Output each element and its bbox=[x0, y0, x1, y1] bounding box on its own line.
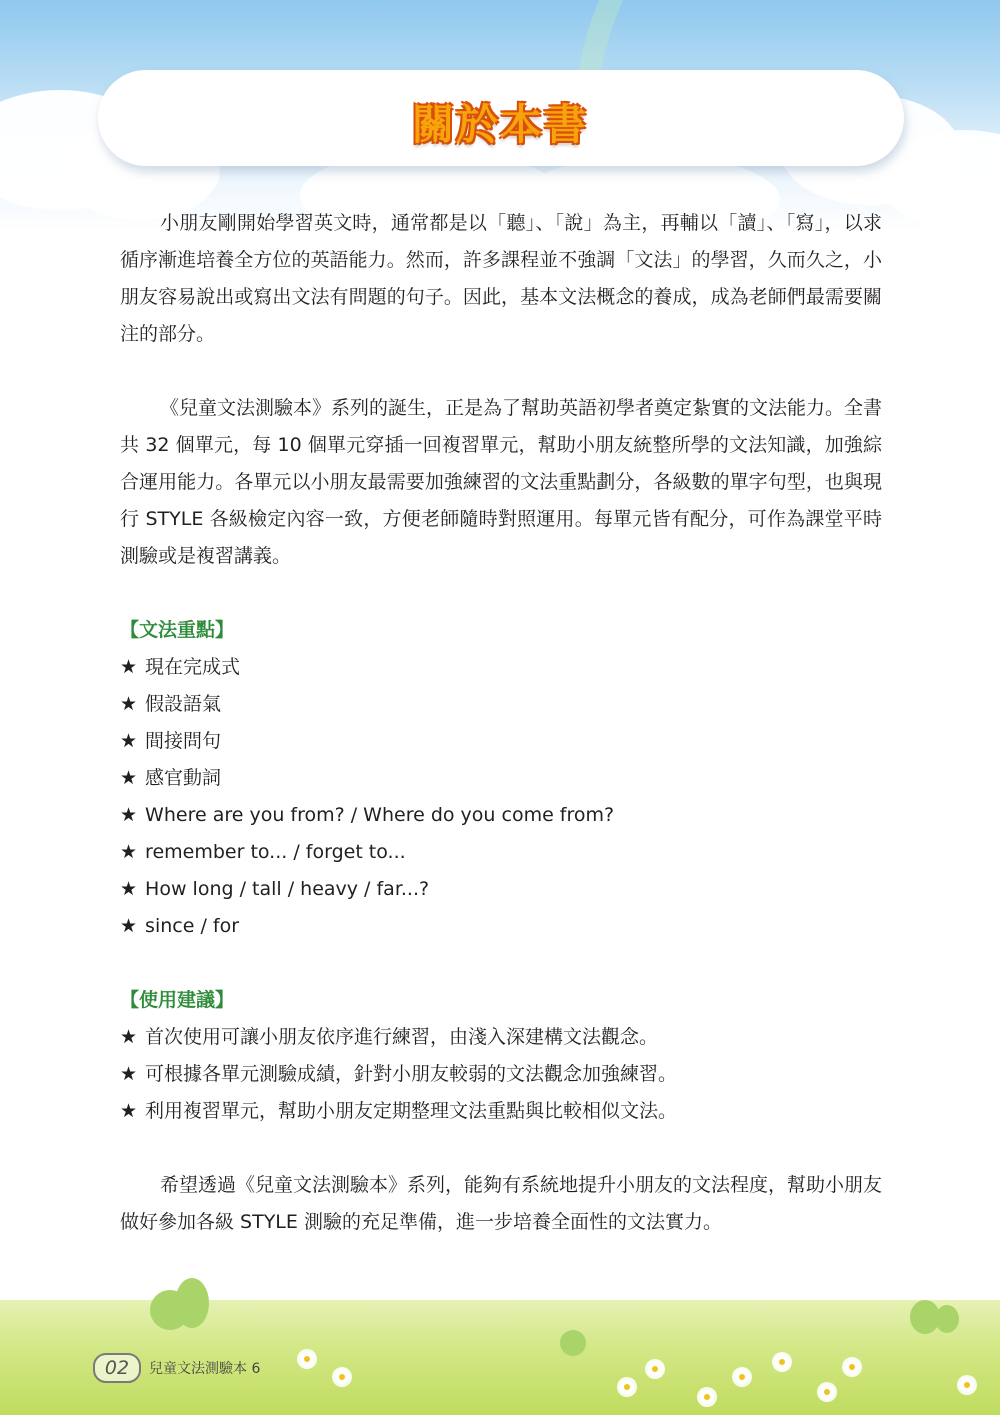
usage-list bbox=[120, 1019, 882, 1130]
list-item: ★ Where are you from? / Where do you come from? bbox=[120, 804, 615, 826]
page-number: 02 bbox=[93, 1353, 141, 1383]
page-title: 關於本書 bbox=[411, 100, 588, 149]
star-icon: ★ bbox=[120, 915, 138, 937]
flower-decoration bbox=[335, 1370, 349, 1384]
list-item: ★ How long / tall / heavy / far...? bbox=[120, 878, 430, 900]
flower-decoration bbox=[300, 1352, 314, 1366]
list-item: ★ 首次使用可讓小朋友依序進行練習，由淺入深建構文法觀念。 bbox=[120, 1026, 659, 1048]
list-item: ★ 利用複習單元，幫助小朋友定期整理文法重點與比較相似文法。 bbox=[120, 1100, 678, 1122]
grammar-list bbox=[120, 649, 882, 945]
page-footer bbox=[93, 1350, 260, 1386]
star-icon: ★ bbox=[120, 1100, 138, 1122]
intro-paragraph-2: 《兒童文法測驗本》系列的誕生，正是為了幫助英語初學者奠定紮實的文法能力。全書共 32 個單元，每 10 個單元穿插一回複習單元，幫助小朋友統整所學的文法知識，加強綜合運用能力。各單元以小朋友最需要加強練習的文法重點劃分，各級數的單字句型，也與現行 STYLE 各級檢定內容一致，方便老師隨時對照運用。每單元皆有配分，可作為課堂平時測驗或是複習講義。 bbox=[120, 397, 883, 567]
star-icon: ★ bbox=[120, 693, 138, 715]
usage-heading: 【使用建議】 bbox=[120, 989, 235, 1011]
closing-paragraph: 希望透過《兒童文法測驗本》系列，能夠有系統地提升小朋友的文法程度，幫助小朋友做好參加各級 STYLE 測驗的充足準備，進一步培養全面性的文法實力。 bbox=[120, 1174, 883, 1233]
star-icon: ★ bbox=[120, 878, 138, 900]
tree-decoration bbox=[175, 1278, 209, 1328]
flower-decoration bbox=[820, 1385, 834, 1399]
list-item: ★ remember to... / forget to... bbox=[120, 841, 406, 863]
main-content bbox=[120, 205, 882, 1241]
star-icon: ★ bbox=[120, 1063, 138, 1085]
flower-decoration bbox=[960, 1378, 974, 1392]
footer-book-title: 兒童文法測驗本 6 bbox=[149, 1361, 261, 1377]
star-icon: ★ bbox=[120, 841, 138, 863]
flower-decoration bbox=[648, 1362, 662, 1376]
star-icon: ★ bbox=[120, 730, 138, 752]
star-icon: ★ bbox=[120, 804, 138, 826]
tree-decoration bbox=[935, 1305, 959, 1333]
tree-decoration bbox=[560, 1330, 586, 1356]
star-icon: ★ bbox=[120, 1026, 138, 1048]
star-icon: ★ bbox=[120, 767, 138, 789]
list-item: ★ 假設語氣 bbox=[120, 693, 222, 715]
flower-decoration bbox=[735, 1370, 749, 1384]
flower-decoration bbox=[845, 1360, 859, 1374]
list-item: ★ 現在完成式 bbox=[120, 656, 241, 678]
star-icon: ★ bbox=[120, 656, 138, 678]
list-item: ★ since / for bbox=[120, 915, 240, 937]
flower-decoration bbox=[620, 1380, 634, 1394]
list-item: ★ 感官動詞 bbox=[120, 767, 222, 789]
list-item: ★ 間接問句 bbox=[120, 730, 222, 752]
grammar-heading: 【文法重點】 bbox=[120, 619, 235, 641]
flower-decoration bbox=[775, 1355, 789, 1369]
flower-decoration bbox=[700, 1390, 714, 1404]
list-item: ★ 可根據各單元測驗成績，針對小朋友較弱的文法觀念加強練習。 bbox=[120, 1063, 678, 1085]
intro-paragraph-1: 小朋友剛開始學習英文時，通常都是以「聽」、「說」為主，再輔以「讀」、「寫」，以求循序漸進培養全方位的英語能力。然而，許多課程並不強調「文法」的學習，久而久之，小朋友容易說出或寫出文法有問題的句子。因此，基本文法概念的養成，成為老師們最需要關注的部分。 bbox=[120, 212, 882, 345]
